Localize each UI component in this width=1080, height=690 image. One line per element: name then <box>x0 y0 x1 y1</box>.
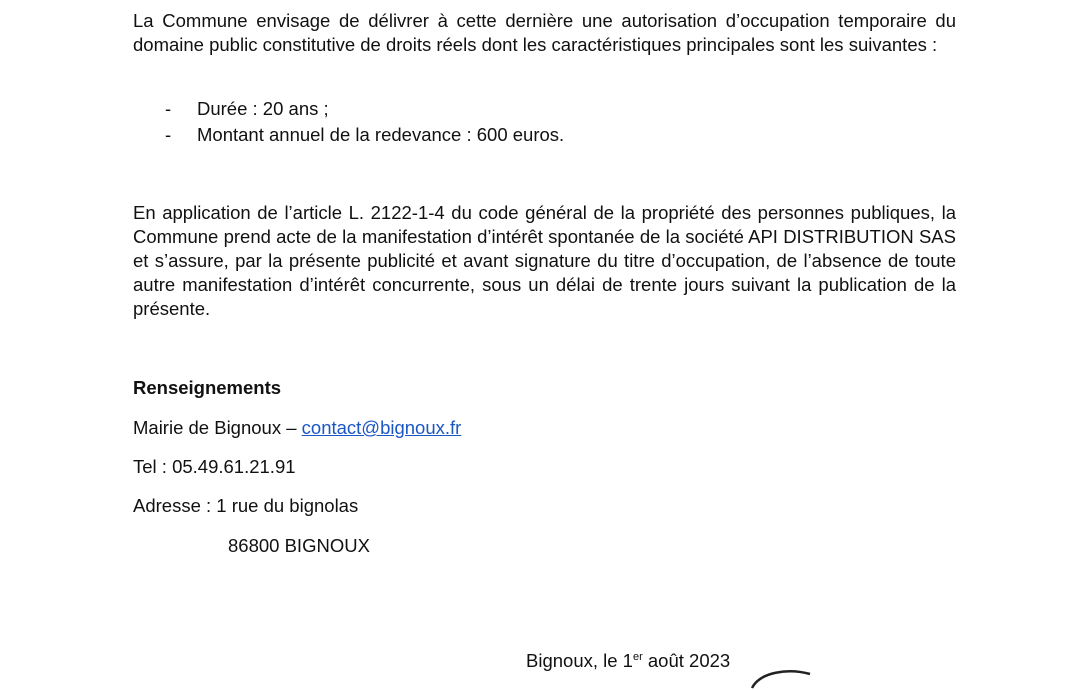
list-item <box>165 96 564 122</box>
list-item-text: Montant annuel de la redevance : 600 euros. <box>197 124 565 145</box>
date-ordinal: er <box>632 651 643 663</box>
telephone-line: Tel : 05.49.61.21.91 <box>133 456 296 477</box>
list-item-text: Durée : 20 ans ; <box>197 98 329 119</box>
mairie-contact-line <box>133 416 461 440</box>
stamp-mark <box>748 660 828 690</box>
paragraph-intro: La Commune envisage de délivrer à cette dernière une autorisation d’occupation temporaire du domaine public constitutive de droits réels dont les caractéristiques principales sont les suivantes : <box>133 10 956 55</box>
renseignements-heading: Renseignements <box>133 377 282 398</box>
paragraph-application: En application de l’article L. 2122-1-4 du code général de la propriété des personnes publiques, la Commune prend acte de la manifestation d’intérêt spontanée de la société API DISTRIBUTION SAS et s’assure, par la présente publicité et avant signature du titre d’occupation, de l’absence de toute autre manifestation d’intérêt concurrente, sous un délai de trente jours suivant la publication de la présente. <box>133 202 956 319</box>
date-prefix: Bignoux, le 1 <box>526 650 633 671</box>
postal-city-line: 86800 BIGNOUX <box>228 535 370 556</box>
email-link[interactable]: contact@bignoux.fr <box>301 417 462 438</box>
list-item <box>165 122 564 148</box>
list-dash: - <box>165 124 172 145</box>
mairie-label: Mairie de Bignoux – <box>133 417 302 438</box>
address-line: Adresse : 1 rue du bignolas <box>133 495 359 516</box>
date-suffix: août 2023 <box>642 650 731 671</box>
list-dash: - <box>165 98 172 119</box>
signature-date <box>526 649 730 673</box>
characteristics-list <box>165 96 564 148</box>
